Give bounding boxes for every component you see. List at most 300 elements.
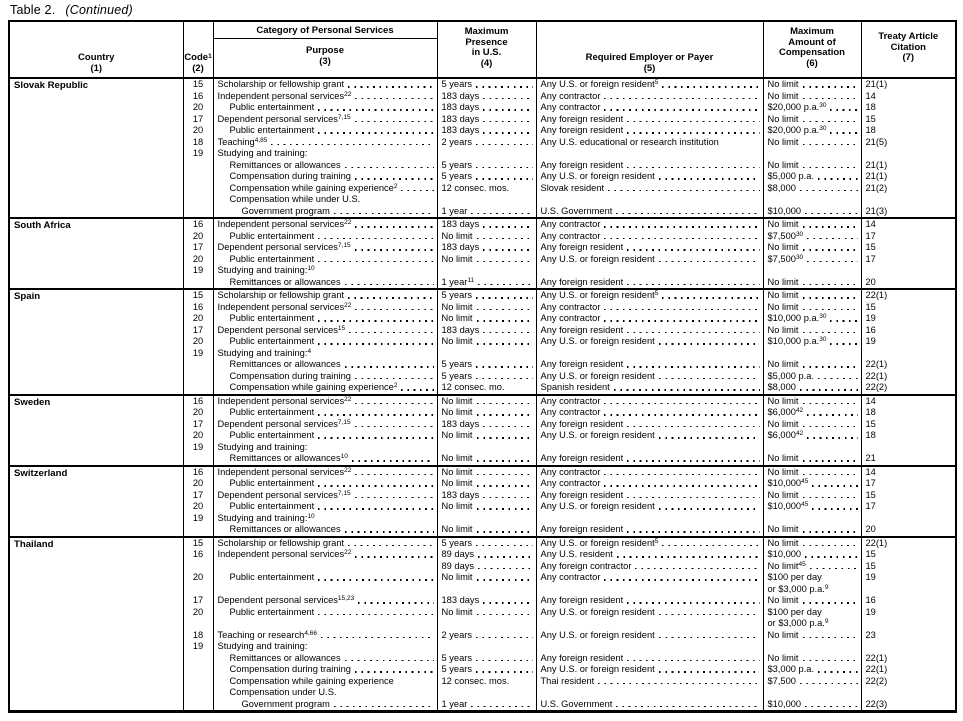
cell-text: No limit bbox=[767, 301, 799, 312]
citation-cell bbox=[861, 561, 956, 573]
code-cell bbox=[183, 442, 213, 454]
presence-cell bbox=[437, 607, 536, 630]
cell-text: 22(2) bbox=[865, 675, 888, 686]
dot-leader bbox=[604, 98, 759, 100]
code-cell bbox=[183, 630, 213, 642]
purpose-cell bbox=[213, 513, 437, 525]
footnote-ref: 30 bbox=[795, 230, 804, 238]
cell-text: Teaching or research bbox=[217, 629, 305, 640]
cell-text: No limit bbox=[767, 136, 799, 147]
header-amount-num: (6) bbox=[806, 57, 818, 69]
purpose-cell bbox=[213, 641, 437, 653]
header-citation-num: (7) bbox=[902, 52, 915, 64]
citation-cell bbox=[861, 265, 956, 277]
cell-text: 183 days bbox=[441, 242, 480, 252]
payer-cell bbox=[536, 561, 763, 573]
cell-text: No limit bbox=[441, 478, 473, 488]
cell-text: Any U.S. or foreign resident bbox=[540, 664, 655, 674]
dot-leader bbox=[318, 320, 433, 322]
cell-text: Any U.S. or foreign resident bbox=[540, 606, 655, 617]
payer-cell bbox=[536, 676, 763, 688]
citation-cell bbox=[861, 641, 956, 653]
presence-cell bbox=[437, 78, 536, 91]
amount-cell bbox=[763, 336, 861, 348]
table-body bbox=[9, 78, 956, 712]
amount-cell bbox=[763, 102, 861, 114]
citation-cell bbox=[861, 382, 956, 395]
payer-cell bbox=[536, 371, 763, 383]
dot-leader bbox=[355, 671, 434, 673]
cell-text: Any foreign contractor bbox=[540, 560, 632, 571]
amount-cell bbox=[763, 419, 861, 431]
header-presence-l1: Maximum bbox=[464, 26, 509, 37]
cell-text: 14 bbox=[865, 90, 876, 101]
citation-cell bbox=[861, 664, 956, 676]
dot-leader bbox=[803, 144, 858, 146]
cell-text: 89 days bbox=[441, 549, 475, 559]
dot-leader bbox=[659, 378, 760, 380]
dot-leader bbox=[477, 485, 533, 487]
dot-leader bbox=[803, 98, 858, 100]
payer-cell bbox=[536, 549, 763, 561]
citation-cell bbox=[861, 653, 956, 665]
dot-leader bbox=[401, 190, 433, 192]
dot-leader bbox=[355, 121, 434, 123]
dot-leader bbox=[471, 213, 532, 215]
dot-leader bbox=[627, 366, 759, 368]
dot-leader bbox=[800, 389, 858, 391]
payer-cell bbox=[536, 466, 763, 479]
footnote-ref: 5 bbox=[654, 290, 659, 297]
cell-text: 5 years bbox=[441, 79, 472, 89]
cell-text: 17 bbox=[192, 324, 204, 335]
cell-text: 183 days bbox=[441, 102, 480, 112]
presence-cell bbox=[437, 242, 536, 254]
citation-cell bbox=[861, 630, 956, 642]
amount-cell bbox=[763, 313, 861, 325]
purpose-cell bbox=[213, 595, 437, 607]
cell-text: 22(1) bbox=[865, 370, 888, 381]
dot-leader bbox=[627, 497, 759, 499]
header-presence-num: (4) bbox=[480, 57, 493, 69]
amount-cell bbox=[763, 653, 861, 665]
purpose-cell bbox=[213, 395, 437, 408]
code-cell bbox=[183, 183, 213, 195]
cell-text: Any foreign resident bbox=[540, 276, 624, 287]
cell-text: 12 consec. mos. bbox=[441, 675, 510, 686]
cell-text: No limit bbox=[767, 395, 799, 406]
cell-text: 1 year bbox=[441, 205, 468, 216]
header-code-label bbox=[184, 53, 211, 64]
table-title-continued: (Continued) bbox=[65, 3, 133, 17]
presence-cell bbox=[437, 160, 536, 172]
dot-leader bbox=[830, 343, 857, 345]
cell-text: Spain bbox=[14, 291, 41, 302]
footnote-ref: 22 bbox=[344, 549, 352, 556]
cell-text: 17 bbox=[865, 478, 876, 488]
cell-text: Any U.S. or foreign resident bbox=[540, 629, 655, 640]
cell-text: 15 bbox=[865, 549, 876, 559]
amount-cell bbox=[763, 607, 861, 630]
presence-cell bbox=[437, 371, 536, 383]
purpose-cell bbox=[213, 125, 437, 137]
presence-cell bbox=[437, 407, 536, 419]
cell-text: Any contractor bbox=[540, 219, 601, 229]
cell-text: 15 bbox=[865, 113, 876, 124]
cell-text: 20 bbox=[192, 125, 204, 135]
footnote-ref: 15,23 bbox=[337, 595, 355, 602]
dot-leader bbox=[483, 426, 532, 428]
footnote-ref: 30 bbox=[819, 125, 827, 132]
purpose-cell bbox=[213, 382, 437, 395]
cell-text: Independent personal services bbox=[217, 90, 345, 101]
dot-leader bbox=[355, 403, 433, 405]
cell-text: Studying and training: bbox=[217, 512, 308, 523]
cell-text: Any foreign resident bbox=[540, 524, 624, 534]
country-cell bbox=[9, 537, 183, 712]
cell-text: 2 years bbox=[441, 629, 472, 640]
cell-text: Studying and training: bbox=[217, 641, 308, 651]
payer-cell bbox=[536, 231, 763, 243]
cell-text: Any contractor bbox=[540, 407, 601, 417]
presence-cell bbox=[437, 125, 536, 137]
code-cell bbox=[183, 419, 213, 431]
cell-text: No limit bbox=[441, 407, 473, 417]
dot-leader bbox=[627, 660, 759, 662]
cell-text: $3,000 p.a. bbox=[767, 664, 815, 674]
cell-text: No limit bbox=[767, 324, 799, 335]
cell-text: Dependent personal services bbox=[217, 489, 338, 500]
amount-cell bbox=[763, 218, 861, 231]
country-cell bbox=[9, 78, 183, 218]
cell-text: 14 bbox=[865, 466, 876, 477]
cell-text: No limit bbox=[767, 79, 799, 89]
cell-text: Studying and training: bbox=[217, 148, 308, 158]
country-cell bbox=[9, 395, 183, 466]
amount-cell bbox=[763, 194, 861, 206]
purpose-cell bbox=[213, 407, 437, 419]
dot-leader bbox=[318, 485, 433, 487]
cell-text: 19 bbox=[192, 265, 204, 275]
cell-text: Scholarship or fellowship grant bbox=[217, 79, 345, 89]
cell-text: 17 bbox=[192, 242, 204, 252]
cell-text: No limit bbox=[767, 418, 799, 429]
cell-text: 183 days bbox=[441, 324, 480, 335]
amount-cell bbox=[763, 549, 861, 561]
table-title-label: Table 2. bbox=[10, 3, 56, 17]
dot-leader bbox=[803, 284, 858, 286]
citation-cell bbox=[861, 478, 956, 490]
cell-text: 1 year bbox=[441, 276, 468, 287]
cell-text: 20 bbox=[192, 407, 204, 417]
purpose-cell bbox=[213, 607, 437, 630]
payer-cell bbox=[536, 630, 763, 642]
cell-text: Public entertainment bbox=[229, 572, 315, 582]
cell-text: No limit bbox=[767, 466, 799, 477]
dot-leader bbox=[617, 556, 760, 558]
dot-leader bbox=[355, 249, 434, 251]
cell-text: 16 bbox=[192, 395, 204, 406]
cell-text: Public entertainment bbox=[229, 501, 315, 511]
header-citation bbox=[861, 21, 956, 78]
cell-text: Any U.S. or foreign resident bbox=[540, 430, 655, 440]
code-cell bbox=[183, 676, 213, 688]
amount-cell bbox=[763, 395, 861, 408]
header-presence bbox=[437, 21, 536, 78]
cell-text: Any contractor bbox=[540, 478, 601, 488]
footnote-ref: 42 bbox=[795, 430, 804, 437]
code-cell bbox=[183, 595, 213, 607]
dot-leader bbox=[805, 213, 857, 215]
cell-text: 18 bbox=[865, 407, 876, 417]
footnote-ref: 9 bbox=[824, 618, 829, 625]
footnote-ref: 4 bbox=[307, 347, 312, 355]
presence-cell bbox=[437, 430, 536, 442]
payer-cell bbox=[536, 607, 763, 630]
dot-leader bbox=[483, 121, 532, 123]
amount-cell bbox=[763, 501, 861, 513]
amount-cell bbox=[763, 676, 861, 688]
code-cell bbox=[183, 359, 213, 371]
dot-leader bbox=[604, 320, 759, 322]
presence-cell bbox=[437, 348, 536, 360]
dot-leader bbox=[604, 414, 759, 416]
cell-text: Any foreign resident bbox=[540, 125, 624, 135]
purpose-cell bbox=[213, 102, 437, 114]
cell-text: 20 bbox=[192, 253, 204, 264]
cell-text: 17 bbox=[192, 113, 204, 124]
cell-text: Any U.S. or foreign resident bbox=[540, 537, 655, 548]
dot-leader bbox=[345, 366, 434, 368]
cell-text: 15 bbox=[865, 418, 876, 429]
purpose-cell bbox=[213, 78, 437, 91]
code-cell bbox=[183, 687, 213, 699]
citation-cell bbox=[861, 194, 956, 206]
dot-leader bbox=[803, 332, 858, 334]
cell-text: No limit bbox=[767, 537, 799, 548]
header-citation-l1: Treaty Article bbox=[878, 31, 939, 43]
code-cell bbox=[183, 171, 213, 183]
dot-leader bbox=[818, 378, 857, 380]
header-amount-l3: Compensation bbox=[779, 47, 845, 58]
citation-cell bbox=[861, 466, 956, 479]
presence-cell bbox=[437, 325, 536, 337]
cell-text: $7,500 bbox=[767, 253, 796, 264]
footnote-ref: 22 bbox=[344, 219, 352, 226]
cell-text: Any contractor bbox=[540, 102, 601, 112]
cell-text: $6,000 bbox=[767, 407, 796, 417]
header-country-label: Country bbox=[78, 52, 115, 63]
amount-cell bbox=[763, 148, 861, 160]
footnote-ref: 22 bbox=[344, 301, 352, 309]
payer-cell bbox=[536, 664, 763, 676]
cell-text: 16 bbox=[192, 301, 204, 312]
amount-cell bbox=[763, 490, 861, 502]
cell-text: No limit bbox=[767, 159, 799, 170]
cell-text: Any foreign resident bbox=[540, 489, 624, 500]
cell-text: 22(1) bbox=[865, 537, 888, 548]
payer-cell bbox=[536, 524, 763, 537]
cell-text: No limit bbox=[441, 395, 473, 406]
cell-text: No limit bbox=[767, 242, 799, 252]
payer-cell bbox=[536, 171, 763, 183]
cell-text: Any U.S. or foreign resident bbox=[540, 290, 655, 300]
dot-leader bbox=[476, 660, 533, 662]
cell-text: Remittances or allowances bbox=[229, 159, 341, 170]
cell-text: Any contractor bbox=[540, 301, 601, 312]
cell-text: 18 bbox=[865, 125, 876, 135]
code-cell bbox=[183, 242, 213, 254]
footnote-ref: 10 bbox=[307, 512, 315, 520]
cell-text: Dependent personal services bbox=[217, 595, 338, 605]
amount-cell bbox=[763, 537, 861, 550]
citation-cell bbox=[861, 549, 956, 561]
presence-cell bbox=[437, 254, 536, 266]
header-code bbox=[183, 21, 213, 78]
purpose-cell bbox=[213, 524, 437, 537]
cell-text: $20,000 p.a. bbox=[767, 102, 820, 112]
cell-text: 23 bbox=[865, 629, 876, 640]
cell-text: 19 bbox=[192, 347, 204, 358]
cell-text: No limit bbox=[767, 359, 799, 369]
header-purpose-label: Purpose bbox=[305, 45, 344, 56]
presence-cell bbox=[437, 664, 536, 676]
payer-cell bbox=[536, 453, 763, 466]
purpose-cell bbox=[213, 478, 437, 490]
dot-leader bbox=[818, 671, 857, 673]
payer-cell bbox=[536, 699, 763, 712]
dot-leader bbox=[476, 366, 533, 368]
cell-text: No limit bbox=[441, 230, 473, 241]
citation-cell bbox=[861, 430, 956, 442]
cell-text: 20 bbox=[192, 102, 204, 112]
dot-leader bbox=[659, 614, 760, 616]
dot-leader bbox=[807, 414, 857, 416]
cell-text: $5,000 p.a. bbox=[767, 370, 815, 381]
cell-text: Independent personal services bbox=[217, 549, 345, 559]
amount-cell bbox=[763, 302, 861, 314]
code-cell bbox=[183, 348, 213, 360]
cell-text: Public entertainment bbox=[229, 430, 315, 440]
footnote-ref: 42 bbox=[795, 407, 804, 414]
dot-leader bbox=[627, 531, 759, 533]
dot-leader bbox=[803, 497, 858, 499]
code-cell bbox=[183, 160, 213, 172]
purpose-cell bbox=[213, 313, 437, 325]
presence-cell bbox=[437, 699, 536, 712]
cell-text: 16 bbox=[192, 219, 204, 229]
code-cell bbox=[183, 206, 213, 219]
cell-text: 21(5) bbox=[865, 136, 888, 147]
cell-text: 22(2) bbox=[865, 382, 888, 392]
presence-cell bbox=[437, 572, 536, 595]
footnote-ref: 30 bbox=[819, 102, 827, 109]
cell-text: 15 bbox=[192, 79, 204, 89]
code-cell bbox=[183, 453, 213, 466]
code-cell bbox=[183, 382, 213, 395]
header-code-footnote: 1 bbox=[208, 53, 212, 60]
cell-text: 17 bbox=[865, 230, 876, 241]
payer-cell bbox=[536, 478, 763, 490]
purpose-cell bbox=[213, 218, 437, 231]
presence-cell bbox=[437, 524, 536, 537]
purpose-cell bbox=[213, 336, 437, 348]
payer-cell bbox=[536, 114, 763, 126]
presence-cell bbox=[437, 537, 536, 550]
presence-cell bbox=[437, 206, 536, 219]
cell-text: Dependent personal services bbox=[217, 113, 338, 124]
dot-leader bbox=[627, 426, 759, 428]
table-row bbox=[9, 466, 956, 479]
footnote-ref: 4,66 bbox=[304, 629, 317, 637]
footnote-ref: 11 bbox=[467, 276, 475, 284]
cell-text: Government program bbox=[241, 205, 330, 216]
footnote-ref: 5 bbox=[654, 79, 659, 86]
amount-cell bbox=[763, 359, 861, 371]
purpose-cell bbox=[213, 442, 437, 454]
code-cell bbox=[183, 194, 213, 206]
citation-cell bbox=[861, 289, 956, 302]
cell-text: 17 bbox=[865, 501, 876, 511]
cell-text: 19 bbox=[192, 512, 204, 523]
amount-cell bbox=[763, 114, 861, 126]
code-cell bbox=[183, 254, 213, 266]
payer-cell bbox=[536, 206, 763, 219]
code-cell bbox=[183, 561, 213, 573]
cell-text: No limit bbox=[767, 489, 799, 500]
amount-cell bbox=[763, 466, 861, 479]
payer-cell bbox=[536, 302, 763, 314]
purpose-cell bbox=[213, 453, 437, 466]
code-cell bbox=[183, 524, 213, 537]
dot-leader bbox=[803, 637, 858, 639]
dot-leader bbox=[355, 98, 433, 100]
cell-text: Independent personal services bbox=[217, 219, 345, 229]
dot-leader bbox=[355, 426, 434, 428]
citation-cell bbox=[861, 395, 956, 408]
amount-cell bbox=[763, 664, 861, 676]
footnote-ref: 9 bbox=[824, 583, 829, 591]
dot-leader bbox=[805, 706, 857, 708]
code-cell bbox=[183, 466, 213, 479]
cell-text: 14 bbox=[865, 219, 876, 229]
dot-leader bbox=[803, 460, 858, 462]
footnote-ref: 22 bbox=[344, 90, 352, 98]
cell-text: $20,000 p.a. bbox=[767, 125, 820, 135]
dot-leader bbox=[803, 297, 858, 299]
amount-cell bbox=[763, 325, 861, 337]
cell-text: Compensation while under U.S. bbox=[229, 194, 361, 204]
citation-cell bbox=[861, 572, 956, 595]
cell-text: Any contractor bbox=[540, 466, 601, 477]
footnote-ref: 2 bbox=[393, 182, 398, 190]
dot-leader bbox=[803, 602, 858, 604]
citation-cell bbox=[861, 453, 956, 466]
cell-text: $10,000 bbox=[767, 478, 802, 488]
payer-cell bbox=[536, 91, 763, 103]
code-cell bbox=[183, 653, 213, 665]
amount-cell bbox=[763, 277, 861, 290]
cell-text: Public entertainment bbox=[229, 407, 315, 417]
dot-leader bbox=[614, 389, 760, 391]
cell-text: $5,000 p.a. bbox=[767, 171, 815, 181]
payer-cell bbox=[536, 442, 763, 454]
cell-text: 16 bbox=[192, 466, 204, 477]
purpose-cell bbox=[213, 265, 437, 277]
amount-cell bbox=[763, 242, 861, 254]
amount-cell bbox=[763, 183, 861, 195]
payer-cell bbox=[536, 490, 763, 502]
